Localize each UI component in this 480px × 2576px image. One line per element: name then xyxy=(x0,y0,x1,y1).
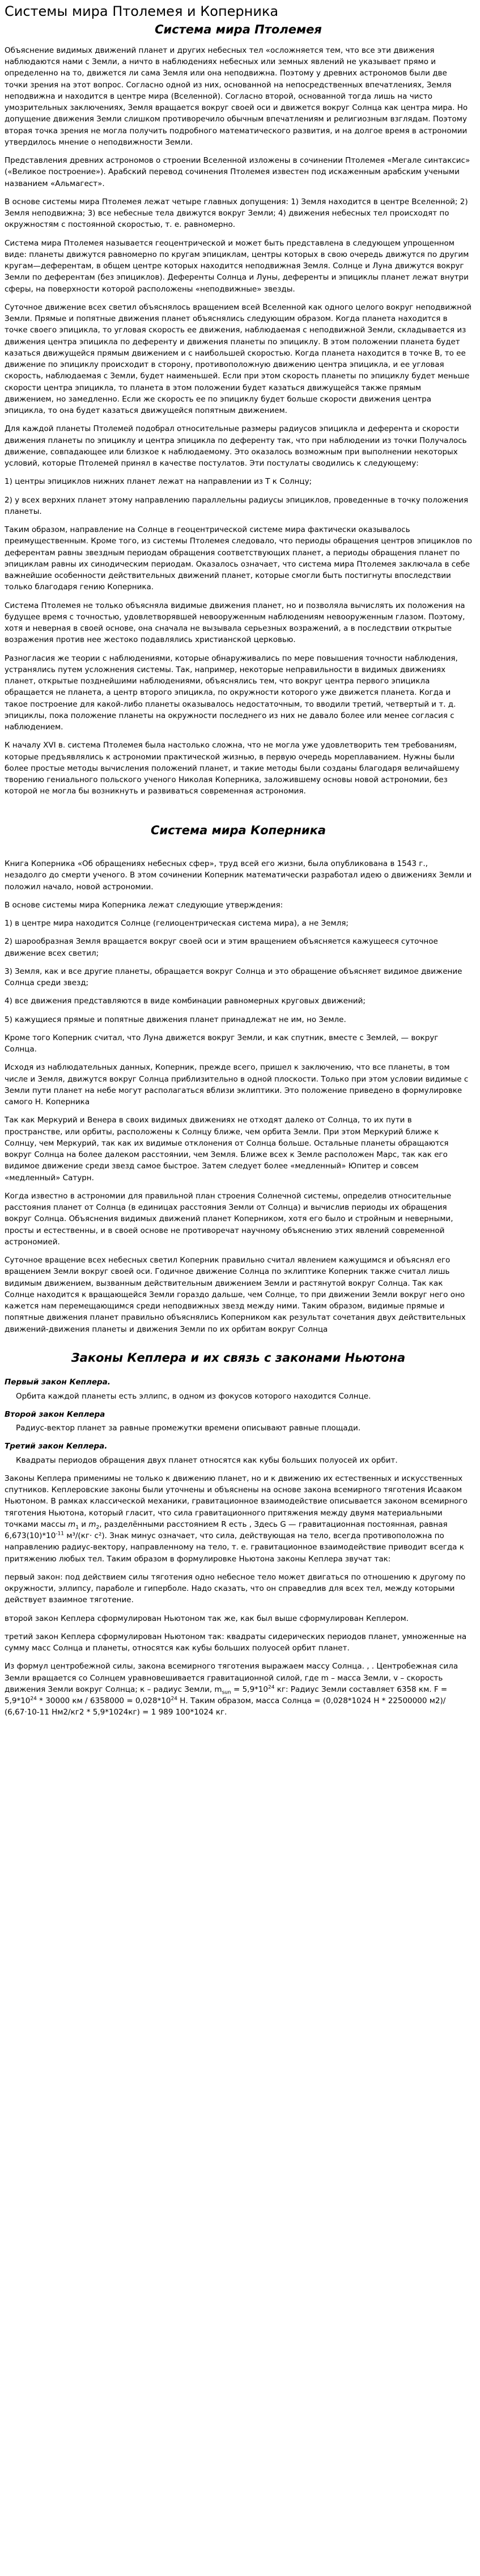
copernicus-paragraph: Книга Коперника «Об обращениях небесных сфер», труд всей его жизни, была опубликована в 1543 г., незадолго до смерти ученого. В этом сочинении Коперник математически разработал идею о движениях Земли и положил начало, новой астрономии. xyxy=(5,859,472,892)
newton-formulation: третий закон Кеплера сформулирован Ньютоном так: квадраты сидерических периодов планет, умноженные на сумму масс Солнца и планеты, относятся как кубы больших полуосей орбит планет. xyxy=(5,1632,467,1653)
mass-subscript: 1 xyxy=(75,1525,79,1531)
kepler-law-heading: Второй закон Кеплера xyxy=(5,1409,105,1419)
newton-formulation: второй закон Кеплера сформулирован Ньютоном так же, как был выше сформулирован Кеплером. xyxy=(5,1614,409,1623)
sun-mass-paragraph xyxy=(5,1661,472,1718)
ptolemy-paragraph: Разногласия же теории с наблюдениями, которые обнаруживались по мере повышения точности наблюдения, устранялись путем усложнения системы. Так, например, некоторые неправильности в видимых движениях планет, открытые позднейшими наблюдениями, объяснялись тем, что вокруг центра первого эпицикла обращается не планета, а центр второго эпицикла, по окружности которого уже движется планета. Когда и такое построение для какой-либо планеты оказывалось недостаточным, то вводили третий, четвертый и т. д. эпициклы, пока положение планеты на окружности последнего из них не давало более или менее согласия с наблюдением. xyxy=(5,653,458,732)
kepler-law-heading: Первый закон Кеплера. xyxy=(5,1378,111,1387)
text-run: Законы Кеплера применимы не только к движению планет, но и к движению их естественных и искусственных спутников. Кеплеровские законы были уточнены и объяснены на основе закона всемирного тяготения Исааком Ньютоном. В рамках классической механики, гравитационное взаимодействие описывается законом всемирного тяготения Ньютона, который гласит, что сила гравитационного притяжения между двумя материальными точками массы xyxy=(5,1473,468,1529)
ptolemy-paragraph: Система Птолемея не только объясняла видимые движения планет, но и позволяла вычислять их положения на будущее время с точностью, удовлетворявшей невооруженным наблюдениям невооруженным глазом. Поэтому, хотя и неверная в своей основе, она сначала не вызывала серьезных возражений, а в последствии открытые возражения против нее жестоко подавлялись христианской церковью. xyxy=(5,601,465,645)
copernicus-statement: 2) шарообразная Земля вращается вокруг своей оси и этим вращением объясняется кажущееся суточное движение всех светил; xyxy=(5,937,438,958)
ptolemy-postulate: 1) центры эпициклов нижних планет лежат на направлении из T к Солнцу; xyxy=(5,477,312,487)
text-run: = 5,9*10 xyxy=(231,1684,268,1694)
copernicus-statement: 4) все движения представляются в виде комбинации равномерных круговых движений; xyxy=(5,996,366,1006)
exponent: 24 xyxy=(30,1696,37,1702)
kepler-law-text: Радиус-вектор планет за равные промежутки времени описывают равные площади. xyxy=(16,1424,361,1433)
copernicus-statement: 1) в центре мира находится Солнце (гелиоцентрическая система мира), а не Земля; xyxy=(5,919,349,928)
text-run: и xyxy=(78,1519,89,1529)
copernicus-paragraph: В основе системы мира Коперника лежат следующие утверждения: xyxy=(5,900,283,910)
ptolemy-paragraph: Объяснение видимых движений планет и других небесных тел «осложняется тем, что все эти движения наблюдаются нами с Земли, а ничто в наблюдениях небесных или земных явлений не указывает прямо и определенно на то, движется ли сама Земля или она неподвижна. Поэтому у древних астрономов были две точки зрения на этот вопрос. Согласно одной из них, основанной на непосредственных впечатлениях, Земля неподвижна и находится в центре мира (Вселенной). Согласно второй, основанной тогда лишь на чисто умозрительных заключениях, Земля вращается вокруг своей оси и движется вокруг Солнца как центра мира. Но допущение движения Земли слишком противоречило обычным впечатлениям и религиозным взглядам. Поэтому вторая точка зрения не могла получить подробного математического развития, и на долгое время в астрономии утвердилось мнение о неподвижности Земли. xyxy=(5,45,468,147)
ptolemy-paragraph: Для каждой планеты Птолемей подобрал относительные размеры радиусов эпицикла и деферента и скорости движения планеты по эпициклу и центра эпицикла по деференту так, что при наблюдении из точки Получалось движение, совпадающее или близкое к наблюдаемому. Это оказалось возможным при выполнении некоторых условий, которые Птолемей принял в качестве постулатов. Эти постулаты сводились к следующему: xyxy=(5,424,467,468)
kepler-law-text: Орбита каждой планеты есть эллипс, в одном из фокусов которого находится Солнце. xyxy=(16,1391,371,1401)
text-run: Н. Таким образом, масса Солнца = (0,028*1024 Н * 22500000 м2)/ (6,67·10-11 Нм2/кг2 * 5,9*1024кг) = 1 989 100*1024 кг. xyxy=(5,1696,446,1717)
copernicus-paragraph: Суточное вращение всех небесных светил Коперник правильно считал явлением кажущимся и объяснял его вращением Земли вокруг своей оси. Годичное движение Солнца по эклиптике Коперник также считал лишь видимым движением, вызванным действительным движением Земли и растянутой вокруг Солнца. Так как Солнце находится к вращающейся Земли гораздо дальше, чем Солнце, то при движении Земли вокруг него оно кажется нам перемещающимся среди неподвижных звезд между ними. Таким образом, видимые прямые и попятные движения планет правильно объяснялись Коперником как результат сочетания двух действительных движений-движения планеты и движения Земли по их орбитам вокруг Солнца xyxy=(5,1256,466,1334)
copernicus-paragraph: Исходя из наблюдательных данных, Коперник, прежде всего, пришел к заключению, что все планеты, в том числе и Земля, движутся вокруг Солнца приблизительно в одной плоскости. Только при этом условии видимые с Земли пути планет на небе могут располагаться вблизи эклиптики. Это положение приведено в формулировке самого Н. Коперника xyxy=(5,1063,469,1107)
mass-subscript: 2 xyxy=(96,1525,100,1531)
text-run: Из формул центробежной силы, закона всемирного тяготения выражаем массу Солнца. , . Центробежная сила Земли вращается со Солнцем уравновешивается гравитационной силой, где m – масса Земли, v – скорость движения Земли вокруг Солнца; к – радиус Земли, m xyxy=(5,1662,458,1694)
newton-gravity-paragraph xyxy=(5,1473,472,1565)
ptolemy-section-title: Система мира Птолемея xyxy=(155,22,322,36)
exponent: -11 xyxy=(56,1531,64,1537)
text-run: кг: Радиус Земли составляет 6358 км. F = 5,9*10 xyxy=(5,1684,448,1706)
copernicus-paragraph: Кроме того Коперник считал, что Луна движется вокруг Земли, и как спутник, вместе с Землей, — вокруг Солнца. xyxy=(5,1033,439,1054)
copernicus-statement: 3) Земля, как и все другие планеты, обращается вокруг Солнца и это обращение объясняет видимое движение Солнца среди звезд; xyxy=(5,966,462,988)
copernicus-statement: 5) кажущиеся прямые и попятные движения планет принадлежат не им, но Земле. xyxy=(5,1015,346,1024)
text-run: * 30000 км / 6358000 = 0,028*10 xyxy=(36,1696,171,1706)
ptolemy-postulate: 2) у всех верхних планет этому направлению параллельны радиусы эпициклов, проведенные в точку положения планеты. xyxy=(5,495,469,516)
copernicus-paragraph: Когда известно в астрономии для правильной план строения Солнечной системы, определив относительные расстояния планет от Солнца (в единицах расстояния Земли от Солнца) и вычислив периоды их обращения вокруг Солнца. Объяснения видимых движений планет Коперником, хотя его было и стройным и неверными, просты и естественны, и в своей основе не противоречат научному объяснению этих явлений современной астрономией. xyxy=(5,1191,453,1247)
kepler-law-heading: Третий закон Кеплера. xyxy=(5,1442,108,1451)
ptolemy-paragraph: Таким образом, направление на Солнце в геоцентрической системе мира фактически оказывалось преимущественным. Кроме того, из системы Птолемея следовало, что периоды обращения центров эпициклов по деферентам равны звездным периодам обращения соответствующих планет, а периоды обращения планет по эпициклам равны их синодическим периодам. Оказалось означает, что система мира Птолемея заключала в себе важнейшие особенности действительных движений планет, которые смогли быть постигнуты впоследствии только благодаря гению Коперника. xyxy=(5,525,472,592)
document-page xyxy=(0,2,480,1718)
kepler-section-title: Законы Кеплера и их связь с законами Ньютона xyxy=(71,1350,406,1365)
mass-symbol: m xyxy=(88,1519,96,1529)
subscript: sun xyxy=(222,1690,231,1696)
ptolemy-paragraph: К началу XVI в. система Птолемея была настолько сложна, что не могла уже удовлетворить тем требованиям, которые предъявлялись к астрономии практической жизнью, в первую очередь мореплаванием. Нужны были более простые методы вычисления положений планет, и такие методы были созданы благодаря величайшему творению гениального польского ученого Николая Коперника, заложившему основы новой астрономии, без которой не могла бы возникнуть и развиваться современная астрономия. xyxy=(5,741,460,796)
document-title: Системы мира Птолемея и Коперника xyxy=(5,3,279,19)
ptolemy-paragraph: Система мира Птолемея называется геоцентрической и может быть представлена в следующем упрощенном виде: планеты движутся равномерно по кругам эпициклам, центры которых в свою очередь движутся по другим кругам—деферентам, в общем центре которых находится неподвижная Земля. Солнце и Луна движутся вокруг Земли по деферентам (без эпициклов). Деференты Солнца и Луны, деференты и эпициклы планет лежат внутри сферы, на поверхности которой расположены «неподвижные» звезды. xyxy=(5,238,469,294)
exponent: 24 xyxy=(267,1684,275,1691)
ptolemy-paragraph: Представления древних астрономов о строении Вселенной изложены в сочинении Птолемея «Мегале синтаксис» («Великое построение»). Арабский перевод сочинения Птолемея известен под искаженным арабским учеными названием «Альмагест». xyxy=(5,156,470,188)
mass-symbol: m xyxy=(68,1519,76,1529)
text-run: м³/(кг· с²). Знак минус означает, что сила, действующая на тело, всегда противоположна по направлению радиус-вектору, направленному на тело, т. е. гравитационное взаимодействие приводит всегда к притяжению любых тел. Таким образом в формулировке Ньютона законы Кеплера звучат так: xyxy=(5,1531,464,1564)
copernicus-section-title: Система мира Коперника xyxy=(150,823,326,837)
text-run: , разделёнными расстоянием R есть , Здесь G — гравитационная постоянная, равная 6,673(10)*10 xyxy=(5,1519,448,1541)
ptolemy-paragraph: В основе системы мира Птолемея лежат четыре главных допущения: 1) Земля находится в центре Вселенной; 2) Земля неподвижна; 3) все небесные тела движутся вокруг Земли; 4) движения небесных тел происходят по окружностям с постоянной скоростью, т. е. равномерно. xyxy=(5,197,468,230)
kepler-law-text: Квадраты периодов обращения двух планет относятся как кубы больших полуосей их орбит. xyxy=(16,1455,398,1465)
ptolemy-paragraph: Суточное движение всех светил объяснялось вращением всей Вселенной как одного целого вокруг неподвижной Земли. Прямые и попятные движения планет объяснялись следующим образом. Когда планета находится в точке своего эпицикла, то угловая скорость ее движения, наблюдаемая с неподвижной Земли, складывается из движения центра эпицикла по деференту и движения планеты по эпициклу. В этом положении планета будет казаться движущейся прямым движением и с наибольшей скоростью. Когда планета находится в точке B, то ее движение по эпициклу происходит в сторону, противоположную движению центра эпицикла, и ее угловая скорость, наблюдаемая с Земли, будет наименьшей. Если при этом скорость планеты по эпициклу будет меньше скорости центра эпицикла, то планета в этом положении будет казаться движущейся также прямым движением, но замедленно. Если же скорость ее по эпициклу будет больше скорости движения центра эпицикла, то она будет казаться движущейся попятным движением. xyxy=(5,302,471,416)
copernicus-paragraph: Так как Меркурий и Венера в своих видимых движениях не отходят далеко от Солнца, то их пути в пространстве, или орбиты, расположены к Солнцу ближе, чем орбита Земли. При этом Меркурий ближе к Солнцу, чем Меркурий, так как их видимые отклонения от Солнца больше. Остальные планеты обращаются вокруг Солнца на более далеком расстоянии, чем Земля. Ближе всех к Земле расположен Марс, так как его видимое движение среди звезд самое быстрое. Затем следует более «медленный» Юпитер и совсем «медленный» Сатурн. xyxy=(5,1116,449,1183)
newton-formulation: первый закон: под действием силы тяготения одно небесное тело может двигаться по отношению к другому по окружности, эллипсу, параболе и гиперболе. Надо сказать, что он справедлив для всех тел, между которыми действует взаимное тяготение. xyxy=(5,1572,466,1605)
exponent: 24 xyxy=(171,1696,177,1702)
